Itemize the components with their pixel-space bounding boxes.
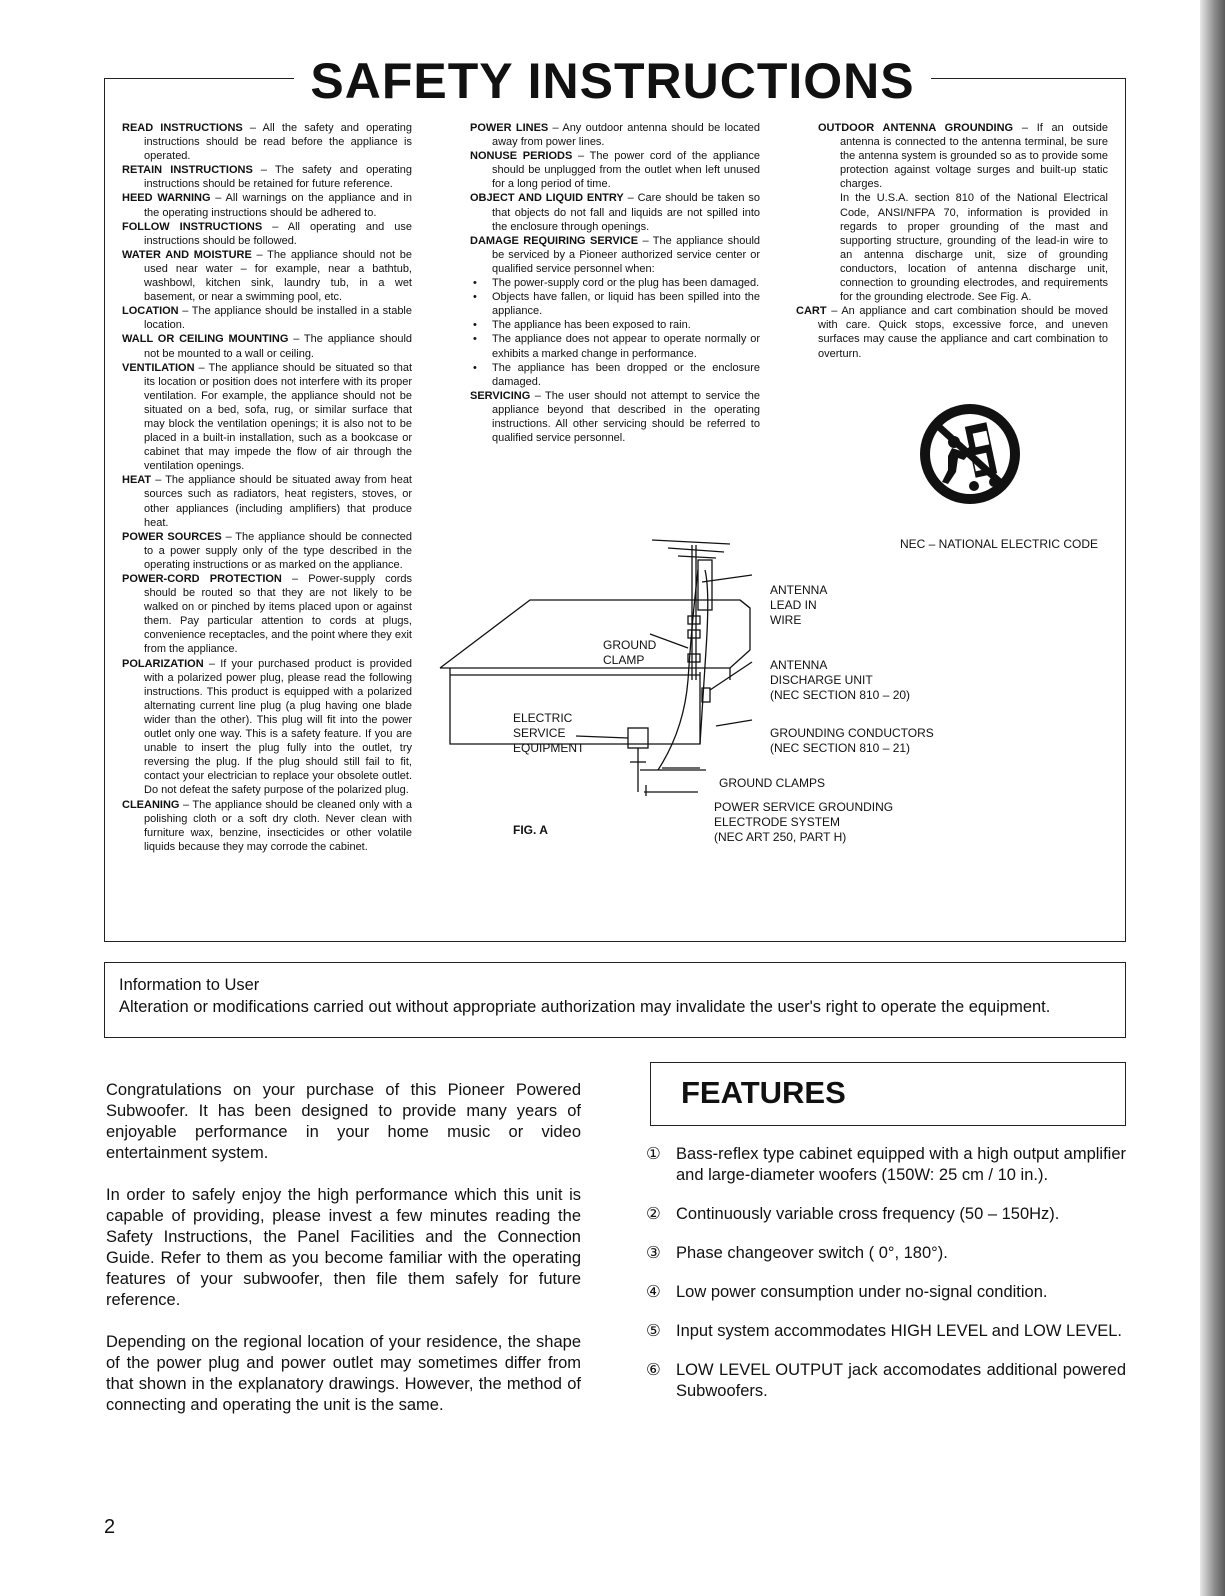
feature-item: ⑥ LOW LEVEL OUTPUT jack accomodates additional powered Subwoofers. [646,1361,1126,1400]
info-title: Information to User [119,976,260,994]
safety-item: POWER LINES – Any outdoor antenna should be located away from power lines. [470,122,760,149]
safety-item: LOCATION – The appliance should be installed in a stable location. [122,305,412,332]
service-conditions-list [470,276,760,389]
safety-item: CART – An appliance and cart combination should be moved with care. Quick stops, excessive force, and uneven surfaces may cause the appliance and cart combination to overturn. [796,305,1108,360]
features-title: FEATURES [681,1075,846,1110]
diagram-label-electric-service: ELECTRIC SERVICE EQUIPMENT [513,711,585,755]
intro-text [106,1080,581,1437]
feature-item: ④ Low power consumption under no-signal condition. [646,1283,1048,1301]
features-list [646,1144,1126,1420]
feature-item: ② Continuously variable cross frequency (50 – 150Hz). [646,1205,1060,1223]
safety-item: POWER-CORD PROTECTION – Power-supply cords should be routed so that they are not likely to be walked on or pinched by items placed upon or against them. Pay particular attention to cords at plugs, convenience receptacles, and the point where they exit from the appliance. [122,573,412,656]
safety-item: OBJECT AND LIQUID ENTRY – Care should be taken so that objects do not fall and liquids are not spilled into the enclosure through openings. [470,192,760,233]
nec-label: NEC – NATIONAL ELECTRIC CODE [900,537,1099,551]
feature-item: ⑤ Input system accommodates HIGH LEVEL and LOW LEVEL. [646,1322,1122,1340]
safety-column-3 [796,121,1108,361]
list-item: • The appliance has been exposed to rain. [470,318,760,332]
intro-paragraph: In order to safely enjoy the high performance which this unit is capable of providing, please invest a few minutes reading the Safety Instructions, the Panel Facilities and the Connection Guide. Refer to them as you become familiar with the operating features of your subwoofer, then file them safely for future reference. [106,1186,581,1309]
safety-item: In the U.S.A. section 810 of the National Electrical Code, ANSI/NFPA 70, information is provided in regards to proper grounding of the mast and supporting structure, grounding of the lead-in wire to an antenna discharge unit, size of grounding conductors, location of antenna discharge unit, connection to grounding electrodes, and requirements for the grounding electrode. See Fig. A. [840,192,1108,304]
safety-item: RETAIN INSTRUCTIONS – The safety and operating instructions should be retained for future reference. [122,164,412,191]
safety-item: VENTILATION – The appliance should be situated so that its location or position does not interfere with its proper ventilation. For example, the appliance should not be situated on a bed, sofa, rug, or similar surface that may block the ventilation openings; it is also not to be placed in a built-in installation, such as a bookcase or cabinet that may impede the flow of air through the ventilation openings. [122,361,412,473]
safety-item: POWER SOURCES – The appliance should be connected to a power supply only of the type described in the operating instructions or as marked on the appliance. [122,530,412,571]
safety-item: HEAT – The appliance should be situated away from heat sources such as radiators, heat registers, stoves, or other appliances (including amplifiers) that produce heat. [122,474,412,529]
safety-item: WALL OR CEILING MOUNTING – The appliance should not be mounted to a wall or ceiling. [122,333,413,360]
diagram-label-discharge-unit: ANTENNA DISCHARGE UNIT (NEC SECTION 810 – 20) [770,658,911,702]
safety-item: NONUSE PERIODS – The power cord of the appliance should be unplugged from the outlet when left unused for a long period of time. [470,150,760,191]
list-item: • The power-supply cord or the plug has been damaged. [470,276,760,290]
safety-column-1 [122,121,412,854]
safety-item: POLARIZATION – If your purchased product is provided with a polarized power plug, please read the following instructions. This product is equipped with a polarized alternating current line plug (a plug having one blade wider than the other). This plug will fit into the power outlet only one way. This is a safety feature. If you are unable to insert the plug fully into the outlet, try reversing the plug. If the plug should still fail to fit, contact your electrician to replace your obsolete outlet. Do not defeat the safety purpose of the polarized plug. [122,657,412,797]
info-text: Alteration or modifications carried out without appropriate authorization may invalidate the user's right to operate the equipment. [119,998,1051,1016]
diagram-label-ground-clamps: GROUND CLAMPS [719,776,826,790]
safety-item: OUTDOOR ANTENNA GROUNDING – If an outside antenna is connected to the antenna terminal, be sure the antenna system is grounded so as to provide some protection against voltage surges and built-up static charges. [818,122,1108,191]
list-item: • The appliance does not appear to operate normally or exhibits a marked change in performance. [470,332,760,360]
safety-item: CLEANING – The appliance should be cleaned only with a polishing cloth or a soft dry cloth. Never clean with furniture wax, benzine, insecticides or other volatile liquids because they may corrode the cabinet. [122,798,412,853]
feature-item: ① Bass-reflex type cabinet equipped with a high output amplifier and large-diameter woofers (150W: 25 cm / 10 in.). [646,1145,1126,1184]
safety-item: READ INSTRUCTIONS – All the safety and operating instructions should be read before the appliance is operated. [122,122,412,163]
intro-paragraph: Congratulations on your purchase of this Pioneer Powered Subwoofer. It has been designed to provide many years of enjoyable performance in your home music or video entertainment system. [106,1081,581,1162]
cart-warning-icon [918,402,1022,506]
safety-column-2 [470,121,760,445]
list-item: • The appliance has been dropped or the enclosure damaged. [470,361,760,389]
scan-edge-shadow [1200,0,1225,1596]
diagram-label-grounding-conductors: GROUNDING CONDUCTORS (NEC SECTION 810 – 21) [770,726,934,755]
safety-item: DAMAGE REQUIRING SERVICE – The appliance should be serviced by a Pioneer authorized service center or qualified service personnel when: [470,234,761,275]
intro-paragraph: Depending on the regional location of your residence, the shape of the power plug and power outlet may sometimes differ from that shown in the explanatory drawings. However, the method of connecting and operating the unit is the same. [106,1333,581,1414]
features-heading-box [650,1062,1126,1126]
diagram-label-power-service: POWER SERVICE GROUNDING ELECTRODE SYSTEM (NEC ART 250, PART H) [714,800,894,844]
safety-item: SERVICING – The user should not attempt to service the appliance beyond that described in the operating instructions. All other servicing should be referred to qualified service personnel. [470,389,760,445]
safety-item: WATER AND MOISTURE – The appliance should not be used near water – for example, near a bathtub, washbowl, kitchen sink, laundry tub, in a wet basement, or near a swimming pool, etc. [122,248,412,304]
diagram-label-antenna-lead: ANTENNA LEAD IN WIRE [770,583,828,627]
safety-item: HEED WARNING – All warnings on the appliance and in the operating instructions should be adhered to. [122,192,412,219]
feature-item: ③ Phase changeover switch ( 0°, 180°). [646,1244,948,1262]
safety-title: SAFETY INSTRUCTIONS [294,50,930,112]
safety-title-wrap [0,50,1225,112]
page-number: 2 [104,1516,116,1538]
diagram-label-ground-clamp: GROUND CLAMP [603,638,657,667]
list-item: • Objects have fallen, or liquid has been spilled into the appliance. [470,290,760,318]
information-to-user-box [104,962,1126,1038]
safety-item: FOLLOW INSTRUCTIONS – All operating and use instructions should be followed. [122,220,412,247]
figure-caption: FIG. A [513,823,548,837]
